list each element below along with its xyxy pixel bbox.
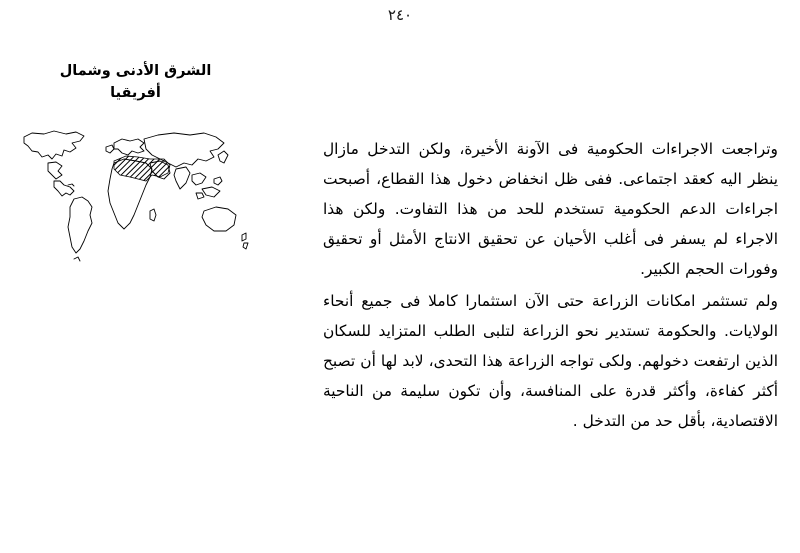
figure-caption-line-2: أفريقيا — [110, 85, 161, 102]
body-paragraph-1: وتراجعت الاجراءات الحكومية فى الآونة الأخيرة، ولكن التدخل مازال ينظر اليه كعقد اجتماعى. ففى ظل انخفاض دخول هذا القطاع، أصبحت اجراءات الدعم الحكومية تستخدم للحد من هذا التفاوت. ولكن هذا الاجراء لم يسفر فى أغلب الأحيان عن تحقيق الانتاج الأمثل أو تحقيق وفورات الحجم الكبير. — [323, 140, 778, 279]
figure-caption-line-1: الشرق الأدنى وشمال — [59, 63, 212, 79]
figure-block — [18, 60, 253, 279]
page-number: ٢٤٠ — [387, 6, 413, 24]
body-text-column — [323, 134, 778, 436]
figure-caption — [28, 60, 243, 105]
world-map-image — [18, 119, 253, 279]
body-paragraph-2: ولم تستثمر امكانات الزراعة حتى الآن استثمارا كاملا فى جميع أنحاء الولايات. والحكومة تستدير نحو الزراعة لتلبى الطلب المتزايد للسكان الذين ارتفعت دخولهم. ولكى تواجه الزراعة هذا التحدى، لابد لها أن تصبح أكثر كفاءة، وأكثر قدرة على المنافسة، وأن تكون سليمة من الناحية الاقتصادية، بأقل حد من التدخل . — [323, 292, 778, 431]
map-highlight-near-east-north-africa — [114, 156, 170, 181]
